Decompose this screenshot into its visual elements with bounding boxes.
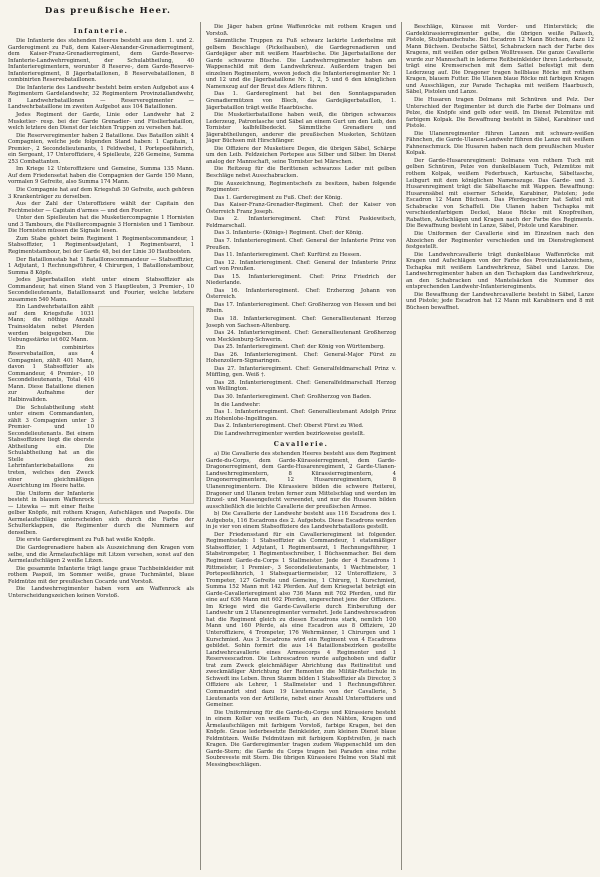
paragraph: Die Uniform der Infanterie besteht in blauem Waffenrock — Litewka — mit einer Reihe gelber Knöpfe, mit rothem Kragen, Aufschlägen und Paspoils. Die Aermelaufschläge unterscheiden sich durch die Farbe der Schulterklappen, die Regimenter durch die Nummern auf denselben. (8, 490, 194, 536)
paragraph: Der Garde-Husarenregiment: Dolmans von rothem Tuch mit gelben Schnüren, Pelze von dunkelblauem Tuch, Pelzmütze mit rothem Kolpak, weißem Federbusch, Kartusche, Säbeltasche, Leibgurt mit dem königlichen Namenszuge. Das Garde- und 3. Husarenregiment trägt die Säbeltasche mit Wappen. Bewaffnung: Husarensäbel mit eiserner Scheide, Karabiner, Pistolen; jede Escadron 12 Mann Büchsen. Das Pferdegeschirr hat Sattel mit Schabracke von Schaffell. Die Ulanen haben Tschapka mit verschiedenfarbigem Deckel, blaue Röcke mit Knopfreihen, Rabatten, Aufschlägen und Kragen nach der Farbe des Regiments. Die Bewaffnung besteht in Lanze, Säbel, Pistole und Karabiner. (406, 157, 594, 230)
regiment-chef: Das 15. Infanterieregiment. Chef: Prinz Friedrich der Niederlande. (206, 273, 396, 287)
page-title: Das preußische Heer. (44, 6, 172, 16)
column-1 (8, 24, 194, 600)
paragraph: b) Die Cavallerie der Landwehr besteht aus 116 Escadrons des I. Aufgebots, 116 Escadrons des 2. Aufgebots. Diese Escadrons werden in je vier von einem Stabsoffiziere des Landwehrbataillons gestellt. (206, 511, 396, 531)
paragraph: Die Gardegrenadiere haben als Auszeichnung den Kragen vom selbe, und die Ärmelaufschläge mit Litzen versehen, sonst auf den Aermelaufschlägen 2 weiße Litzen. (8, 545, 194, 565)
paragraph: Die gesammte Infanterie trägt lange graue Tuchbeinkleider mit rothem Paspoil, im Sommer weiße, graue Tuchmäntel, blaue Feldmütze mit der preußischen Cocarde und Vorstoß. (8, 565, 194, 585)
paragraph: a) Die Cavallerie des stehenden Heeres besteht aus dem Regiment Garde-du-Corps, dem Garde-Kürassierregiment, dem Garde-Dragonerregiment, dem Garde-Husarenregiment, 2 Garde-Ulanen-Landwehrregimentern, 8 Kürassierregimentern, 4 Dragonerregimentern, 12 Husarenregimentern, 8 Ulanenregimentern. Die Kürassiere bilden die schwere Reiterei, Dragoner und Ulanen treten ferner zum Mittelschlag und werden im Einzel- und Massengefecht verwendet, und nur die Husaren bilden ausschließlich die leichte Cavallerie der preußischen Armee. (206, 451, 396, 510)
column-2 (206, 24, 396, 770)
paragraph: Zum Stabe gehört beim Regiment 1 Regimentscommandeur, 1 Stabsoffizier, 1 Regimentsadjutant, 1 Regimentsarzt, 1 Regimentstambour, bei der Garde 48, bei der Linie 30 Hautboisten. (8, 235, 194, 255)
paragraph: Die Uniformirung für die Garde-du-Corps und Kürassiere besteht in einem Koller von weißem Tuch, an den Nähten, Kragen und Ärmelaufschlägen mit farbigem Vorstoß, farbige Kragen, bei den Knöpfe. Graue lederbesetzte Beinkleider, zum kleinen Dienst blaue Feldmützen. Weiße Feldmützen mit farbigem Kopfstreifen, je nach Kragen. Die Garderegimenter tragen zudem Wappenschild um den Garde-Stern; die Garde du Corps tragen bei Paraden eine rothe Soubreveste mit Stern. Die übrigen Kürassiere Helme von Stahl mit Messingbeschlägen. (206, 709, 396, 768)
regiment-chef: Das 12. Infanterieregiment. Chef: General der Infanterie Prinz Carl von Preußen. (206, 259, 396, 273)
paragraph: Beschläge, Kürasse mit Vorder- und Hinterstück; die Gardekürassierregimenter gelbe, die übrigen weiße Pallasch, Pistole, Stulphandschuhe. Bei Escadron 12 Mann Büchsen, dazu 12 Mann Büchsen. Deutsche Sättel, Schabracken nach der Farbe des Kragens, mit weißen oder gelben Wolltressen. Die ganze Cavallerie wurde zur Mannschaft in lederne Reitbeinkleider ihren Lederbesatz, trägt eine Kremserschen mit dem Sattel befestigt mit dem Lederzeug auf. Die Dragoner tragen hellblaue Röcke mit rothem Kragen, blauem Futter. Die Ulanen blaue Röcke mit farbigen Kragen und Ausschlägen, zur Parade Tschapka mit weißem Haarbusch, Säbel, Pistolen und Lanze. (406, 24, 594, 96)
paragraph: In die Landwehr: (214, 401, 261, 408)
column-rule (401, 22, 402, 870)
paragraph: Aus der Zahl der Unteroffiziere wählt der Capitain den Fechtmeister — Capitain d'armes — und den Fourier. (8, 201, 194, 214)
section-heading-cavalry: Cavallerie. (273, 440, 329, 449)
regiment-chef: Das 1. Infanterieregiment. Chef: Generallieutenant Adolph Prinz zu Hohenlohe-Ingelfingen. (206, 409, 396, 422)
paragraph: Ein combinirtes Reservebataillon, aus 4 Compagnien, zählt 401 Mann, davon 1 Stabsoffizier als Commandeur, 4 Premier-, 10 Secondelieutenants, Total 416 Mann. Diese Bataillone dienen zur Aufnahme der Halbinvaliden. (8, 344, 94, 403)
paragraph: Die Musketierbataillone haben weiß, die übrigen schwarzes Lederzeug, Patrontasche und Säbel an einem Gurt um den Leib, den Tornister kalbfellbedeckt. Sämmtliche Grenadiere und Jägerabtheilungen, anderer die preußischen Musketen, Schützen Jäger Büchsen mit Hirschfänger. (206, 112, 396, 145)
regiment-chef: Das 7. Infanterieregiment. Chef: General der Infanterie Prinz von Preußen. (206, 237, 396, 251)
paragraph: Ein Landwehrbataillon zählt auf dem Kriegsfuße 1031 Mann; die nöthige Anzahl Trainsoldaten nebst Pferden werden beigegeben. Die Uebungsstärke ist 602 Mann. (8, 304, 94, 344)
regiment-chef: Das Kaiser-Franz-Grenadier-Regiment. Chef: der Kaiser von Österreich Franz Joseph. (206, 202, 396, 215)
paragraph: Die Reitzeug für die Berittenen schwarzes Leder mit gelben Beschläge nebst Ausschabracken. (206, 166, 396, 180)
paragraph: Sämmtliche Truppen zu Fuß schwarz lackirte Lederhelme mit gelbem Beschlage (Pickelhauben), die Gardegrenadieren und Gardejäger aber mit weißem Haarbüsche. Die Jägerbataillone der Garde schwarze Büsche. Die Landwehrregimenter haben am Wappenschild mit dem Landwehrkreuz. Außerdem tragen bei einzelnen Regimentern, wovon jedoch die Infanterieregimenter Nr. 1 und 12 und die Jägerbataillone Nr. 1, 2, 5 und 6 den königlichen Namenszug auf der Brust des Adlers führen. (206, 38, 396, 90)
regiment-chef: Das 28. Infanterieregiment. Chef: Generalfeldmarschall Herzog von Wellington. (206, 379, 396, 393)
paragraph: Die Reserveregimenter haben 2 Bataillone. Das Bataillon zählt 4 Compagnien, welche jede folgenden Stand haben: 1 Capitain, 1 Premier-, 2 Secondelieutenants, 1 Feldwebel, 1 Portepeefähnrich, ein Sergeant, 17 Unteroffiziere, 4 Spielleute, 226 Gemeine, Summa 253 Combattanten. (8, 132, 194, 165)
paragraph: Unter den Spielleuten hat die Musketiercompagnie 1 Hornisten und 3 Tambours, die Füsiliercompagnie 3 Hornisten und 1 Tambour. Die Hornisten müssen die Signale lesen. (8, 215, 194, 235)
regiment-chef: Das 17. Infanterieregiment. Chef: Großherzog von Hessen und bei Rhein. (206, 301, 396, 315)
regiment-chef: Das 26. Infanterieregiment. Chef: General-Major Fürst zu Hohenzollern-Sigmaringen. (206, 351, 396, 365)
paragraph: Die Landwehrregimenter werden bezirksweise gestellt. (214, 430, 365, 437)
paragraph: Die erste Garderegiment zu Fuß hat weiße Knöpfe. (16, 537, 155, 544)
regiment-chef: Das 27. Infanterieregiment. Chef: Generalfeldmarschall Prinz v. Müffling, gen. Weiß †. (206, 365, 396, 379)
regiment-chef: Das 2. Infanterieregiment. Chef: Fürst Paskiewitsch, Feldmarschall. (206, 216, 396, 229)
column-rule (200, 22, 201, 870)
paragraph: Der Bataillonsstab hat 1 Bataillonscommandeur — Stabsoffizier, 1 Adjutant, 1 Rechnungsführer, 4 Chirurgen, 1 Bataillonstambour, Summa 8 Köpfe. (8, 256, 194, 276)
regiment-chef: Das 24. Infanterieregiment. Chef: Generallieutenant Großherzog von Mecklenburg-Schwerin. (206, 330, 396, 343)
paragraph: Die Ulanenregimenter führen Lanzen mit schwarz-weißen Fähnchen, die Garde-Ulanen-Landwehr führen die Lanze mit weißem Fahnenschmuck. Die Husaren haben nach dem preußischen Muster Kolpak. (406, 130, 594, 157)
paragraph: Jedes Regiment der Garde, Linie oder Landwehr hat 2 Musketier- resp. bei der Garde Grenadier- und Füsilierbataillon, welch letztere den Dienst der leichten Truppen zu versehen hat. (8, 112, 194, 132)
paragraph: Die Uniformen der Cavallerie sind im Einzelnen nach den Abzeichen der Regimenter verschieden und im Dienstreglement festgestellt. (406, 230, 594, 251)
regiment-chef: Das 3. Infanterie- (Königs-) Regiment. Chef: der König. (214, 230, 364, 237)
column-3 (406, 24, 594, 313)
paragraph: Der Friedensstand für ein Cavallerieregiment ist folgender. Regimentsstab: 1 Stabsoffizier als Commandeur, 1 etatsmäßiger Stabsoffizier, 1 Adjutant, 1 Regimentsarzt, 1 Rechnungsführer, 1 Stabstrompeter, 1 Regimentsschreiber, 1 Büchsenmacher. Bei dem Regiment Garde-du-Corps 1 Stallmeister. Jede der 4 Escadrons 1 Rittmeister, 1 Premier-, 3 Secondelieutenants, 1 Wachtmeister, 1 Portepeefähnrich, 1 Stabsquartiermeister, 12 Unteroffiziere, 3 Trompeter, 127 Gefreite und Gemeine, 1 Chirurg, 1 Kurschmied, Summa 152 Mann mit 142 Pferden. Auf dem Kriegsetat beträgt ein Garde-Cavallerieregiment also 736 Mann mit 702 Pferden, und für eine auf 636 Mann mit 602 Pferden, ungerechnet jene der Offiziere. Im Kriege wird die Garde-Cavallerie durch Einberufung der Landwehr um 2 Ulanenregimenter vermehrt. Jede Landwehrescadron hat die Regiment gleich zu diesen Escadrons stark, nemlich 100 Mann und 160 Pferde, als eine Escadron aus 8 Offiziere, 20 Unteroffiziere, 4 Trompeter, 176 Wehrmänner, 1 Chirurgen und 1 Kurschmied. Aus 3 Escadrons wird ein Regiment von 4 Escadrons gebildet. Sohin formirt die aus 14 Bataillonsbezirken gestellte Landwehrcavallerie eines Armeecorps 4 Regimenter und 1 Reserveescadron. Die Lehrescadron wurde aufgehoben und dafür trat zum Zweck gleichmäßiger Abrichtung das Reitinstitut und zweckmäßiger Abrichtung der Remonten die Militär-Reitschule in Schwedt ins Leben. Ihren Stamm bilden 1 Stabsoffizier als Director, 3 Offiziere als Lehrer, 1 Stallmeister und 1 Rechnungsführer. Commandirt sind dazu 19 Lieutenants von der Cavallerie, 5 Lieutenants von der Artillerie, nebst einer Anzahl Unteroffiziere und Gemeiner. (206, 531, 396, 709)
regiment-chef: Das 1. Garderegiment zu Fuß. Chef: der König. (214, 194, 343, 201)
section-heading-infantry: Infanterie. (73, 27, 129, 35)
paragraph: Die Auszeichnung, Regimentschefs zu besitzen, haben folgende Regimenter: (206, 180, 396, 194)
regiment-chef: Das 25. Infanterieregiment. Chef: der König von Württemberg. (214, 344, 385, 351)
paragraph: Die Husaren tragen Dolmans mit Schnüren und Pelz. Der Unterschied der Regimenter ist durch die Farbe der Dolmans und Pelze, die Knöpfe sind gelb oder weiß. Im Dienst Pelzmütze mit farbigem Kolpak. Die Bewaffnung besteht in Säbel, Karabiner und Pistole. (406, 97, 594, 130)
paragraph: Die Bewaffnung der Landwehrcavallerie besteht in Säbel, Lanze und Pistole; jede Escadron hat 12 Mann mit Karabinern und 8 mit Büchsen bewaffnet. (406, 291, 594, 311)
regiment-chef: Das 18. Infanterieregiment. Chef: Generallieutenant Herzog Joseph von Sachsen-Altenburg. (206, 315, 396, 329)
regiment-chef: Das 11. Infanterieregiment. Chef: Kurfürst zu Hessen. (214, 252, 362, 259)
paragraph: Das 1. Gardereglment hat bei den Sonntagsparaden Grenadiermützen von Blech, das Gardejägerbataillon, 1. Jägerbataillon trägt weiße Haarbüsche. (206, 91, 396, 111)
paragraph: Im Kriege 12 Unteroffiziere und Gemeine, Summa 135 Mann. Auf dem Friedensetat haben die Compagnien der Garde 150 Mann, vormalen 9 Gefreite, also Summa 174 Mann. (8, 166, 194, 186)
regiment-chef: Das 16. Infanterieregiment. Chef: Erzherzog Johann von Österreich. (206, 287, 396, 301)
paragraph: Die Compagnie hat auf dem Kriegsfuß 30 Gefreite, auch gehören 3 Krankenträger zu derselben. (8, 187, 194, 200)
illustration-placeholder (98, 306, 194, 504)
paragraph: Die Infanterie des stehenden Heeres besteht aus dem 1. und 2. Garderegiment zu Fuß, dem Kaiser-Alexander-Grenadierregiment, dem Kaiser-Franz-Grenadierregiment, dem Garde-Reserve-Infanterie-Landwehrregiment, der Schulabtheilung, 40 Infanterieregimentern, worunter 8 Reserve-, dem Garde-Reserve-Infanterieregiment, 8 Jägerbataillonen, 8 Reservebataillonen, 8 combinirten Reservebataillonen. (8, 38, 194, 84)
paragraph: Die Landwehrregimenter haben vorn am Waffenrock als Unterscheidungszeichen keinen Vorstoß. (8, 586, 194, 599)
regiment-chef: Das 2. Infanterieregiment. Chef: Oberst Fürst zu Wied. (214, 423, 364, 430)
column-1-body (8, 38, 194, 599)
paragraph: Die Infanterie des Landwehr besteht beim ersten Aufgebot aus 4 Regimentern Gardelandwehr, 32 Regimentern Provinziallandwehr, 8 Landwehrbataillonen — Reserveregimenter — Landwehrbataillone im zweiten Aufgebot aus 104 Bataillonen. (8, 84, 194, 111)
paragraph: Die Landwehrcavallerie trägt dunkelblaue Waffenröcke mit Kragen und Aufschlägen von der Farbe des Provinzialabzeichens, Tschapka mit weißem Landwehrkreuz, Säbel und Lanze. Die Landwehrregimenter haben an den Tschapken das Landwehrkreuz, an den Schabracken und Mantelsäcken die Nummer des entsprechenden Landwehr-Infanterieregiments. (406, 251, 594, 291)
paragraph: Jedes Jägerbataillon steht unter einem Stabsoffizier als Commandeur, hat einen Stand von 3 Hauptleuten, 3 Premier-, 10 Secondelieutenants, Bataillonsarzt und Fourier, welche letztere zusammen 540 Mann. (8, 277, 194, 303)
paragraph: Die Offiziere der Musketiere Degen, die übrigen Säbel, Schärpe um den Leib. Feldzeichen Portepee aus Silber und Silber. Im Dienst analog der Mannschaft, seine Tornister bei Märschen. (206, 145, 396, 165)
regiment-chef: Das 30. Infanterieregiment. Chef: Großherzog von Baden. (214, 393, 372, 400)
paragraph: Die Schulabtheilung steht unter einem Commandanten, zählt 3 Compagnien unter 3 Premier- und 10 Secondelieutenants. Bei einem Stabsoffiziere liegt die oberste Abtheilung ein. Die Schulabtheilung hat an die Stelle des Lehrinfanteriebataillons zu treten, welches den Zweck einer gleichmäßigen Ausrichtung im Heere hatte. (8, 404, 94, 490)
paragraph: Die Jäger haben grüne Waffenröcke mit rothem Kragen und Vorstoß. (206, 24, 396, 37)
